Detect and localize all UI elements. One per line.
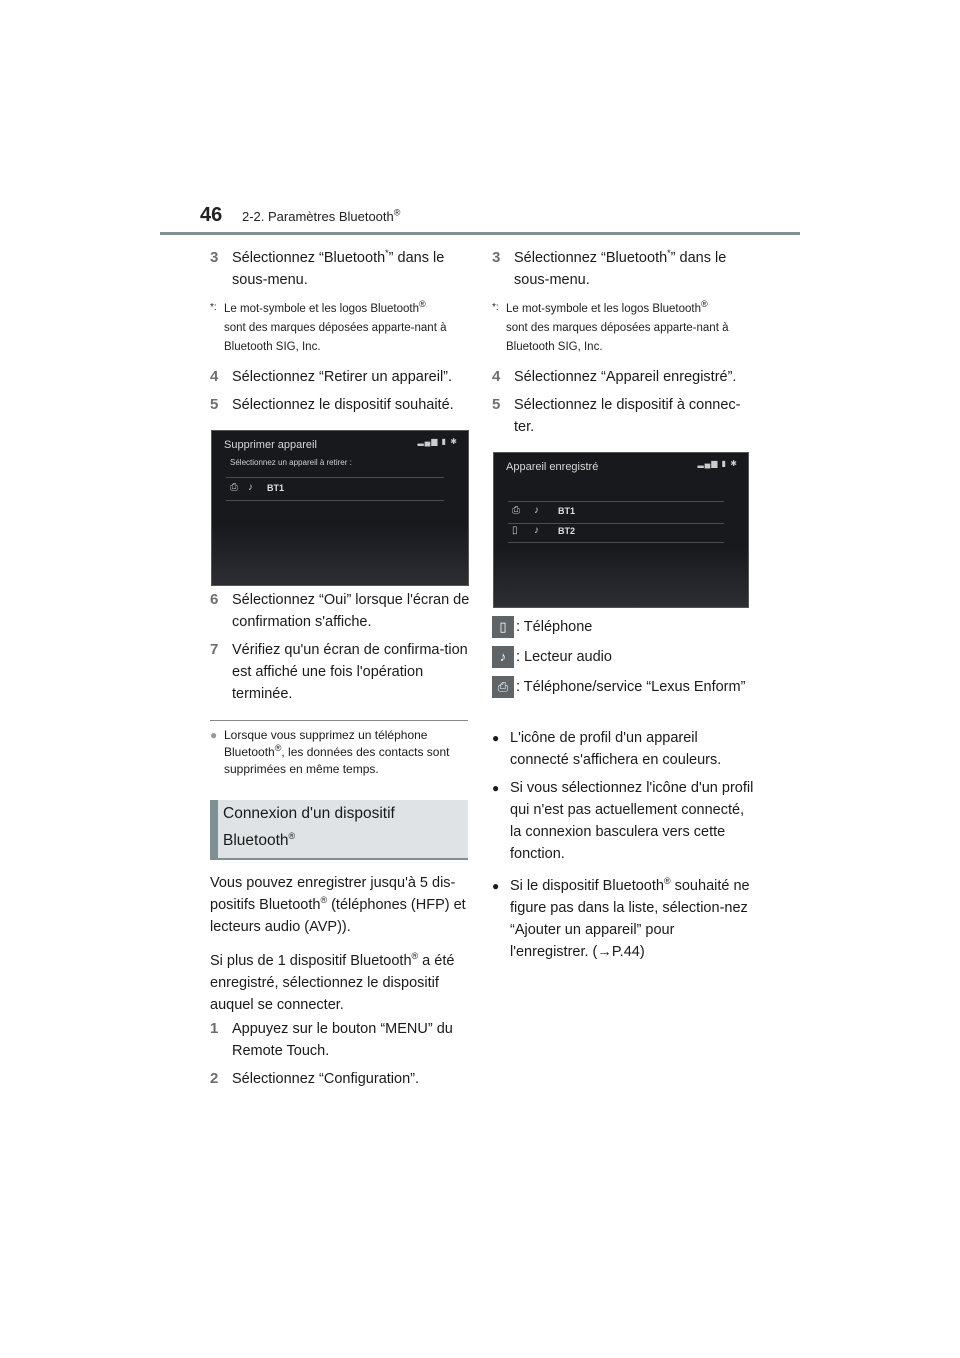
device-label: BT1 xyxy=(267,483,285,493)
phone-service-icon: ⎙ xyxy=(230,482,238,493)
legend-phone: ▯ : Téléphone xyxy=(492,616,754,638)
left-step-2: 2 Sélectionnez “Configuration”. xyxy=(210,1070,419,1087)
phone-service-icon: ⎙ xyxy=(512,505,520,516)
delete-device-screen xyxy=(211,430,469,586)
phone-service-icon: ⎙ xyxy=(492,676,514,698)
screen-title: Appareil enregistré xyxy=(506,461,599,473)
divider xyxy=(508,542,724,543)
section-heading: Connexion d'un dispositif Bluetooth® xyxy=(210,800,468,860)
divider xyxy=(226,500,444,501)
left-step-1: 1 Appuyez sur le bouton “MENU” du Remote Touch. xyxy=(210,1020,453,1059)
screen-subtitle: Sélectionnez un appareil à retirer : xyxy=(230,458,352,467)
audio-player-icon: ♪ xyxy=(492,646,514,668)
device-label: BT2 xyxy=(558,526,576,536)
phone-icon: ▯ xyxy=(512,525,518,536)
right-step-4: 4 Sélectionnez “Appareil enregistré”. xyxy=(492,368,737,385)
left-step-5: 5 Sélectionnez le dispositif souhaité. xyxy=(210,396,454,413)
bullet-color: ● L'icône de profil d'un appareil connecté s'affichera en couleurs. xyxy=(492,730,722,768)
left-step-4: 4 Sélectionnez “Retirer un appareil”. xyxy=(210,368,453,385)
bullet-add-device: ● Si le dispositif Bluetooth® souhaité ne figure pas dans la liste, sélection-nez “Ajouter un appareil” pour l'enregistrer. (→P.44) xyxy=(492,876,750,960)
divider xyxy=(226,477,444,478)
screen-background xyxy=(212,525,468,585)
audio-player-icon: ♪ xyxy=(534,525,539,536)
legend-phone-service: ⎙ : Téléphone/service “Lexus Enform” xyxy=(492,676,754,720)
device-row-bt1[interactable] xyxy=(224,482,446,500)
right-step-5: 5 Sélectionnez le dispositif à connec-ter. xyxy=(492,396,741,435)
registered-device-screen xyxy=(493,452,749,608)
device-label: BT1 xyxy=(558,506,576,516)
header-rule xyxy=(160,232,800,235)
phone-icon: ▯ xyxy=(492,616,514,638)
left-footnote: *: Le mot-symbole et les logos Bluetooth® sont des marques déposées apparte-nant à Bluetooth SIG, Inc. xyxy=(210,299,447,353)
section-header: 2-2. Paramètres Bluetooth® xyxy=(242,207,401,224)
left-step-6: 6 Sélectionnez “Oui” lorsque l'écran de confirmation s'affiche. xyxy=(210,591,470,630)
audio-player-icon: ♪ xyxy=(534,505,539,516)
paragraph-capacity: Vous pouvez enregistrer jusqu'à 5 dis-positifs Bluetooth® (téléphones (HFP) et lecteurs audio (AVP)). xyxy=(210,875,466,935)
bullet-switch: ● Si vous sélectionnez l'icône d'un profil qui n'est pas actuellement connecté, la connexion basculera vers cette fonction. xyxy=(492,780,754,862)
page-number: 46 xyxy=(200,204,223,226)
legend-audio: ♪ : Lecteur audio xyxy=(492,646,754,668)
device-row-bt1[interactable] xyxy=(506,505,726,523)
status-icons: ▂▄▆ ▮ ✱ xyxy=(417,437,458,446)
screen-background xyxy=(494,547,748,607)
info-note: ● Lorsque vous supprimez un téléphone Bluetooth®, les données des contacts sont supprimées en même temps. xyxy=(210,720,468,778)
divider xyxy=(508,501,724,502)
status-icons: ▂▄▆ ▮ ✱ xyxy=(697,459,738,468)
left-step-3: 3 Sélectionnez “Bluetooth*” dans le sous-menu. xyxy=(210,248,445,288)
left-step-7: 7 Vérifiez qu'un écran de confirma-tion est affiché une fois l'opération terminée. xyxy=(210,641,468,702)
device-row-bt2[interactable] xyxy=(506,525,726,543)
right-step-3: 3 Sélectionnez “Bluetooth*” dans le sous-menu. xyxy=(492,248,727,288)
paragraph-multiple: Si plus de 1 dispositif Bluetooth® a été enregistré, sélectionnez le dispositif auquel se connecter. xyxy=(210,951,455,1013)
divider xyxy=(508,523,724,524)
screen-title: Supprimer appareil xyxy=(224,439,317,451)
right-footnote: *: Le mot-symbole et les logos Bluetooth® sont des marques déposées apparte-nant à Bluetooth SIG, Inc. xyxy=(492,299,729,353)
audio-player-icon: ♪ xyxy=(248,482,253,493)
